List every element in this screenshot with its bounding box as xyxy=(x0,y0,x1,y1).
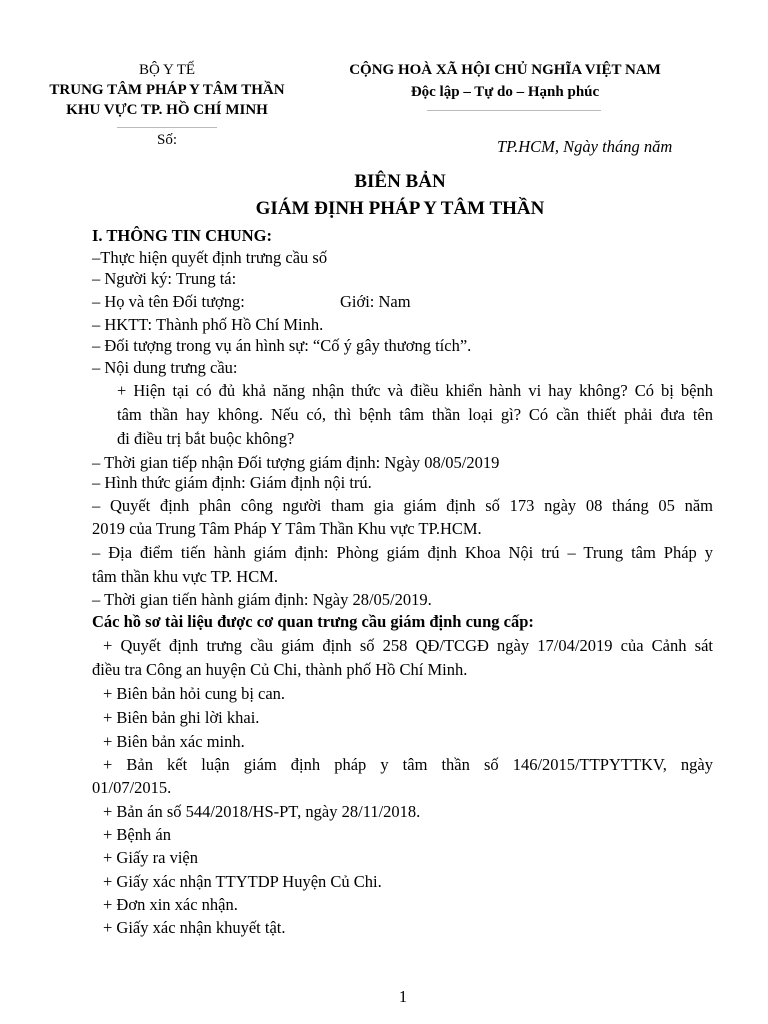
assign-line-2: 2019 của Trung Tâm Pháp Y Tâm Thần Khu vực TP.HCM. xyxy=(92,519,482,538)
case-line: – Đối tượng trong vụ án hình sự: “Cố ý gây thương tích”. xyxy=(92,336,472,355)
section-heading: I. THÔNG TIN CHUNG: xyxy=(92,226,273,245)
document-number-label: Số: xyxy=(157,132,178,148)
nation-name: CỘNG HOÀ XÃ HỘI CHỦ NGHĨA VIỆT NAM xyxy=(349,62,661,78)
header-right-rule xyxy=(427,110,601,111)
document-item-8: + Giấy ra viện xyxy=(103,848,198,867)
exam-date-line: – Thời gian tiến hành giám định: Ngày 28/05/2019. xyxy=(92,590,432,609)
document-item-11: + Giấy xác nhận khuyết tật. xyxy=(103,918,286,937)
subject-gender: Giới: Nam xyxy=(340,292,411,311)
request-text-3: đi điều trị bắt buộc không? xyxy=(117,429,295,448)
document-item-1a: + Quyết định trưng cầu giám định số 258 QĐ/TCGĐ ngày 17/04/2019 của Cảnh sát xyxy=(103,636,713,655)
subject-name-label: – Họ và tên Đối tượng: xyxy=(92,292,245,311)
assign-line-1: – Quyết định phân công người tham gia giám định số 173 ngày 08 tháng 05 năm xyxy=(92,496,713,515)
document-item-4: + Biên bản xác minh. xyxy=(103,732,245,751)
request-label: – Nội dung trưng cầu: xyxy=(92,358,238,377)
document-item-6: + Bản án số 544/2018/HS-PT, ngày 28/11/2018. xyxy=(103,802,421,821)
request-text-2: tâm thần hay không. Nếu có, thì bệnh tâm thần loại gì? Có cần thiết phải đưa tên xyxy=(117,405,713,424)
document-item-5a: + Bản kết luận giám định pháp y tâm thần số 146/2015/TTPYTTKV, ngày xyxy=(103,755,713,774)
center-name: TRUNG TÂM PHÁP Y TÂM THẦN xyxy=(49,82,285,98)
document-title: BIÊN BẢN xyxy=(354,171,446,192)
document-item-3: + Biên bản ghi lời khai. xyxy=(103,708,260,727)
request-text-1: + Hiện tại có đủ khả năng nhận thức và điều khiển hành vi hay không? Có bị bệnh xyxy=(117,381,713,400)
document-item-9: + Giấy xác nhận TTYTDP Huyện Củ Chi. xyxy=(103,872,382,891)
signer-line: – Người ký: Trung tá: xyxy=(92,269,237,288)
region-name: KHU VỰC TP. HỒ CHÍ MINH xyxy=(66,102,268,118)
location-line-2: tâm thần khu vực TP. HCM. xyxy=(92,567,279,586)
documents-heading: Các hồ sơ tài liệu được cơ quan trưng cầu giám định cung cấp: xyxy=(92,612,534,631)
received-line: – Thời gian tiếp nhận Đối tượng giám định: Ngày 08/05/2019 xyxy=(92,453,500,472)
location-line-1: – Địa điểm tiến hành giám định: Phòng giám định Khoa Nội trú – Trung tâm Pháp y xyxy=(92,543,713,562)
document-item-10: + Đơn xin xác nhận. xyxy=(103,895,238,914)
document-item-5b: 01/07/2015. xyxy=(92,778,172,797)
document-item-7: + Bệnh án xyxy=(103,825,171,844)
document-subtitle: GIÁM ĐỊNH PHÁP Y TÂM THẦN xyxy=(255,198,545,219)
form-line: – Hình thức giám định: Giám định nội trú. xyxy=(92,473,372,492)
ministry-name: BỘ Y TẾ xyxy=(138,62,196,78)
page-number: 1 xyxy=(398,987,408,1006)
decision-line: –Thực hiện quyết định trưng cầu số xyxy=(92,248,328,267)
residence-line: – HKTT: Thành phố Hồ Chí Minh. xyxy=(92,315,324,334)
document-item-1b: điều tra Công an huyện Củ Chi, thành phố Hồ Chí Minh. xyxy=(92,660,468,679)
document-item-2: + Biên bản hỏi cung bị can. xyxy=(103,684,286,703)
national-motto: Độc lập – Tự do – Hạnh phúc xyxy=(410,84,600,100)
place-date: TP.HCM, Ngày tháng năm xyxy=(497,137,673,156)
header-left-rule xyxy=(117,127,217,128)
